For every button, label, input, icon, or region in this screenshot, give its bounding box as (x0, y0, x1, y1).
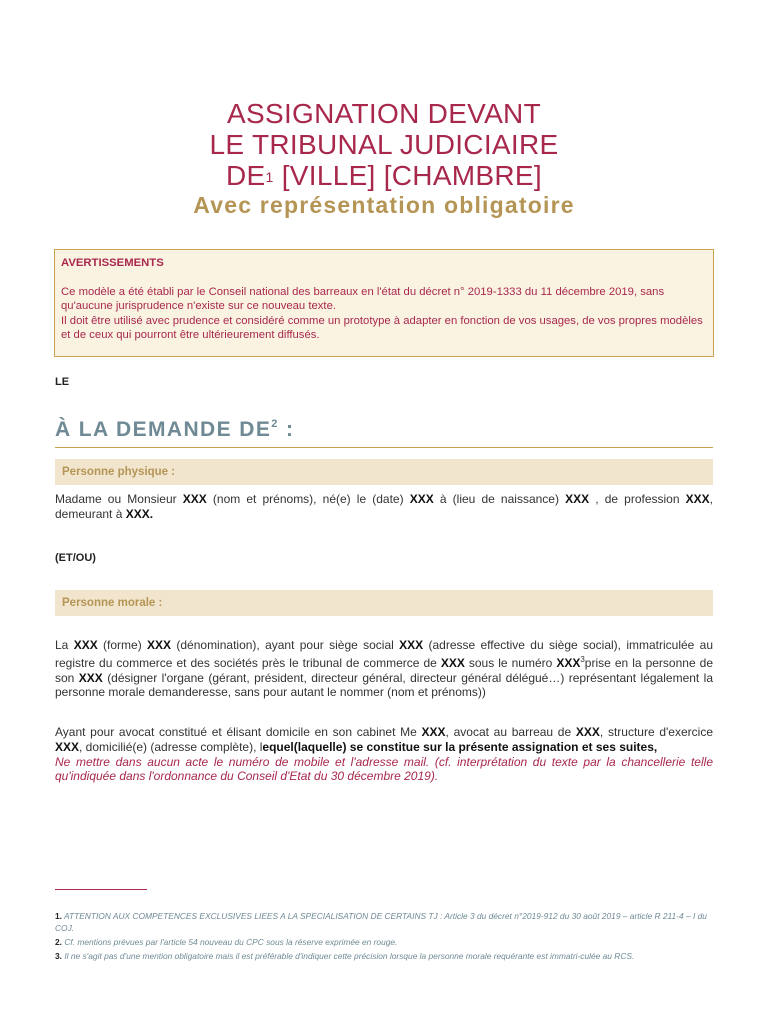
footnote-divider (55, 889, 147, 890)
red-notice: Ne mettre dans aucun acte le numéro de mobile et l'adresse mail. (cf. interprétation du texte par la chancellerie telle qu'indiquée dans l'ordonnance du Conseil d'Etat du 30 décembre 2019). (55, 754, 713, 784)
paragraph-avocat: Ayant pour avocat constitué et élisant domicile en son cabinet Me XXX, avocat au barreau de XXX, structure d'exercice XXX, domicilié(e) (adresse complète), lequel(laquelle) se constitue sur la présente assignation et ses suites, Ne mettre dans aucun acte le numéro de mobile et l'adresse mail. (cf. interprétation du texte par la chancellerie telle qu'indiquée dans l'ordonnance du Conseil d'Etat du 30 décembre 2019). (55, 725, 713, 784)
title-line-3: $DE^1$ [VILLE] [CHAMBRE] (226, 160, 542, 191)
et-ou-label: (ET/OU) (55, 552, 96, 564)
section-title: À LA DEMANDE $DE^2$ : (55, 418, 295, 441)
footnote-3: 3. Il ne s'agit pas d'une mention obligatoire mais il est préférable d'indiquer cette précision lorsque la personne morale requérante est immatri-culée au RCS. (55, 951, 635, 961)
date-label: LE (55, 376, 70, 388)
band-personne-physique: Personne physique : (55, 459, 713, 485)
warning-paragraph-1: Ce modèle a été établi par le Conseil national des barreaux en l'état du décret n° 2019-1333 du 11 décembre 2019, sans qu'aucune jurisprudence n'existe sur ce nouveau texte. (61, 285, 665, 313)
band-personne-morale: Personne morale : (55, 590, 713, 616)
section-divider (55, 447, 713, 448)
paragraph-personne-physique: Madame ou Monsieur XXX (nom et prénoms), né(e) le (date) XXX à (lieu de naissance) XXX , de profession XXX, demeurant à XXX. (55, 492, 714, 521)
paragraph-personne-morale: La XXX (forme) XXX (dénomination), ayant pour siège social XXX (adresse effective du siège social), immatriculée au registre du commerce et des sociétés près le tribunal de commerce de XXX sous le numéro XXX$^3$prise en la personne de son XXX (désigner l'organe (gérant, président, directeur général, directeur général délégué…) représentant légalement la personne morale demanderesse, sans pour autant le nommer (nom et prénoms)) (55, 638, 714, 700)
footnote-1: 1. ATTENTION AUX COMPETENCES EXCLUSIVES LIEES A LA SPECIALISATION DE CERTAINS TJ : Article 3 du décret n°2019-912 du 30 août 2019 – article R 211-4 – I du COJ. (55, 911, 707, 933)
warning-box (54, 249, 714, 357)
footnote-ref-1: 1 (265, 169, 274, 185)
title-line-2: LE TRIBUNAL JUDICIAIRE (209, 129, 559, 160)
footnote-2: 2. Cf. mentions prévues par l'article 54 nouveau du CPC sous la réserve exprimée en rouge. (55, 937, 398, 947)
subtitle: Avec représentation obligatoire (193, 192, 575, 218)
warning-heading: AVERTISSEMENTS (61, 257, 164, 269)
title-line-1: ASSIGNATION DEVANT (227, 98, 541, 129)
warning-paragraph-2: Il doit être utilisé avec prudence et considéré comme un prototype à adapter en fonction de vos usages, de vos propres modèles et de ceux qui pourront être ultérieurement diffusés. (61, 314, 703, 342)
